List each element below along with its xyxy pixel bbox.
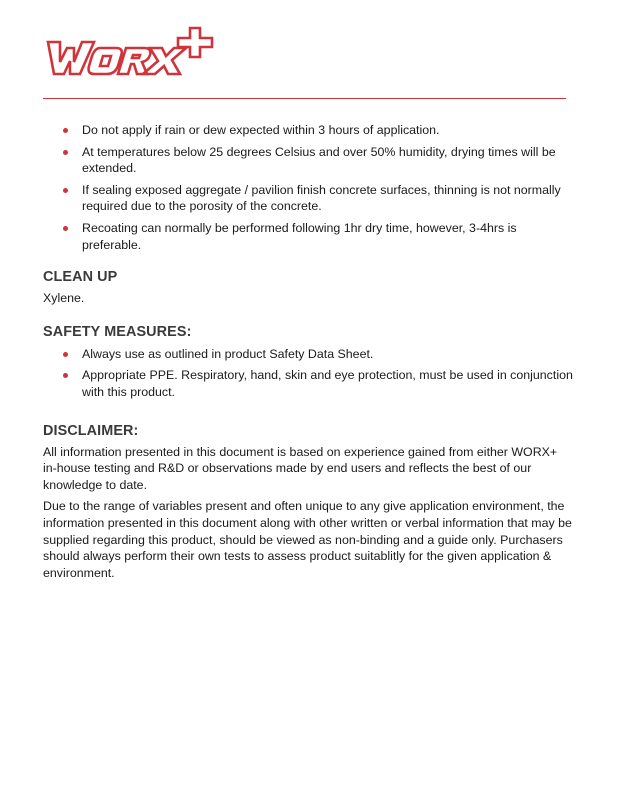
worx-logo xyxy=(40,14,220,82)
safety-list xyxy=(43,346,573,401)
bullet-icon xyxy=(63,188,68,193)
document-body xyxy=(43,122,573,581)
bullet-icon xyxy=(63,226,68,231)
list-item xyxy=(43,144,573,177)
safety-section xyxy=(43,323,573,401)
list-item xyxy=(43,220,573,253)
application-notes-list xyxy=(43,122,573,253)
disclaimer-section xyxy=(43,422,573,582)
list-item xyxy=(43,182,573,215)
list-item-text: At temperatures below 25 degrees Celsius and over 50% humidity, drying times will be extended. xyxy=(82,144,556,176)
bullet-icon xyxy=(63,352,68,357)
list-item-text: Do not apply if rain or dew expected within 3 hours of application. xyxy=(82,123,440,137)
list-item-text: If sealing exposed aggregate / pavilion finish concrete surfaces, thinning is not normally required due to the porosity of the concrete. xyxy=(82,182,561,214)
clean-up-heading: CLEAN UP xyxy=(43,269,118,286)
list-item xyxy=(43,346,573,363)
list-item-text: Recoating can normally be performed following 1hr dry time, however, 3-4hrs is preferable. xyxy=(82,220,517,252)
disclaimer-heading: DISCLAIMER: xyxy=(43,422,139,439)
bullet-icon xyxy=(63,373,68,378)
clean-up-section xyxy=(43,268,573,307)
clean-up-text: Xylene. xyxy=(43,291,85,306)
list-item-text: Appropriate PPE. Respiratory, hand, skin and eye protection, must be used in conjunction with this product. xyxy=(82,368,573,399)
bullet-icon xyxy=(63,150,68,155)
disclaimer-paragraph: Due to the range of variables present and often unique to any give application environment, the information presented in this document along with other written or verbal information that may be supplied regarding this product, should be viewed as non-binding and a guide only. Purchasers should always perform their own tests to assess product suitablitly for the given application & environment. xyxy=(43,499,572,580)
list-item xyxy=(43,122,573,139)
list-item xyxy=(43,367,573,400)
worx-logo-graphic xyxy=(40,14,220,82)
header-divider xyxy=(43,98,566,99)
list-item-text: Always use as outlined in product Safety Data Sheet. xyxy=(82,346,374,361)
bullet-icon xyxy=(63,128,68,133)
disclaimer-paragraph: All information presented in this document is based on experience gained from either WORX+ in-house testing and R&D or observations made by end users and reflects the best of our knowledge to date. xyxy=(43,444,558,492)
safety-heading: SAFETY MEASURES: xyxy=(43,323,192,340)
